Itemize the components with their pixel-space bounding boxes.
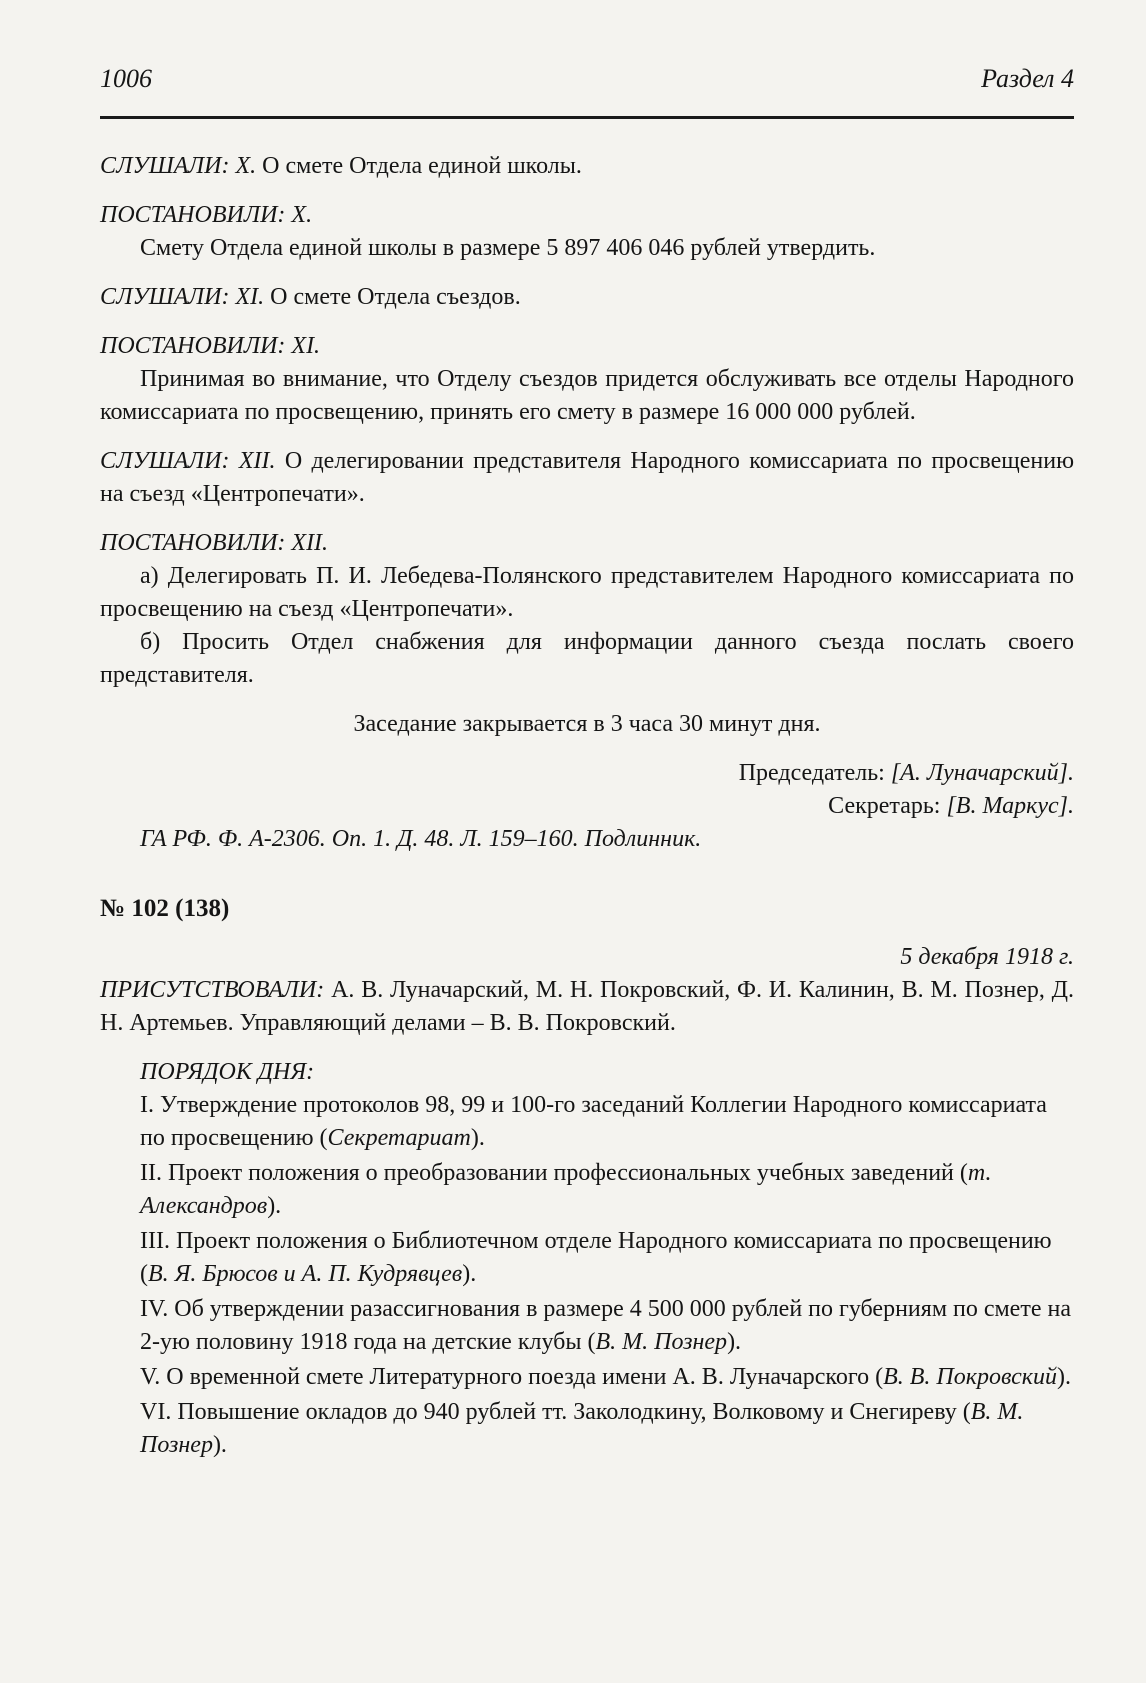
item-xii-point-a: а) Делегировать П. И. Лебедева-Полянского представителем Народного комиссариата по просвещению на съезд «Центропечати».: [100, 563, 1074, 622]
present-text: А. В. Луначарский, М. Н. Покровский, Ф. И. Калинин, В. М. Познер, Д. Н. Артемьев. Управляющий делами – В. В. Покровский.: [100, 977, 1075, 1036]
item-xii-point-b: б) Просить Отдел снабжения для информации данного съезда послать своего представителя.: [100, 629, 1074, 688]
heard-label: СЛУШАЛИ: XI.: [100, 284, 265, 310]
agenda-item: I. Утверждение протоколов 98, 99 и 100-го заседаний Коллегии Народного комиссариата по просвещению (Секретариат).: [140, 1092, 1047, 1151]
item-x-resolved-text: Смету Отдела единой школы в размере 5 897 406 046 рублей утвердить.: [140, 235, 876, 261]
item-xii-heard: [100, 445, 1074, 511]
closing-text: Заседание закрывается в 3 часа 30 минут дня.: [353, 711, 821, 737]
heard-text: О делегировании представителя Народного комиссариата по просвещению на съезд «Центропечати».: [100, 448, 1075, 507]
item-x-resolved-label: ПОСТАНОВИЛИ: X.: [100, 202, 313, 228]
page-number: 1006: [100, 64, 152, 93]
item-x-heard: [100, 150, 1074, 183]
section-title: Раздел 4: [981, 64, 1074, 93]
heard-label: СЛУШАЛИ: XII.: [100, 448, 276, 474]
agenda-item: II. Проект положения о преобразовании профессиональных учебных заведений (т. Александров).: [140, 1160, 992, 1219]
item-xi-resolved-text: Принимая во внимание, что Отделу съездов придется обслуживать все отделы Народного комиссариата по просвещению, принять его смету в размере 16 000 000 рублей.: [100, 366, 1074, 425]
item-xi-heard: [100, 281, 1074, 314]
secretary-name: [В. Маркус].: [946, 793, 1074, 819]
item-xii-resolved-label: ПОСТАНОВИЛИ: XII.: [100, 530, 329, 556]
item-xi-resolved-label: ПОСТАНОВИЛИ: XI.: [100, 333, 321, 359]
page-header: [100, 64, 1074, 94]
heard-text: О смете Отдела съездов.: [270, 284, 521, 310]
agenda-item: VI. Повышение окладов до 940 рублей тт. Заколодкину, Волковому и Снегиреву (В. М. Познер).: [140, 1399, 1024, 1458]
chair-name: [А. Луначарский].: [890, 760, 1074, 786]
present-label: ПРИСУТСТВОВАЛИ:: [100, 977, 325, 1003]
present-list: [100, 974, 1074, 1040]
chair-signature: [100, 757, 1074, 790]
secretary-label: Секретарь:: [828, 793, 941, 819]
agenda-item: IV. Об утверждении разассигнования в размере 4 500 000 рублей по губерниям по смете на 2-ую половину 1918 года на детские клубы (В. М. Познер).: [140, 1296, 1071, 1355]
page-content: [100, 150, 1074, 1464]
document-number: № 102 (138): [100, 895, 230, 922]
agenda-list: [100, 1089, 1074, 1462]
agenda-item: III. Проект положения о Библиотечном отделе Народного комиссариата по просвещению (В. Я. Брюсов и А. П. Кудрявцев).: [140, 1228, 1052, 1287]
chair-label: Председатель:: [738, 760, 885, 786]
header-rule: [100, 116, 1074, 119]
heard-label: СЛУШАЛИ: X.: [100, 153, 257, 179]
agenda-item: V. О временной смете Литературного поезда имени А. В. Луначарского (В. В. Покровский).: [140, 1364, 1071, 1390]
heard-text: О смете Отдела единой школы.: [262, 153, 582, 179]
archive-source: ГА РФ. Ф. А-2306. Оп. 1. Д. 48. Л. 159–160. Подлинник.: [140, 826, 702, 852]
secretary-signature: [100, 790, 1074, 823]
agenda-label: ПОРЯДОК ДНЯ:: [140, 1059, 315, 1085]
document-date: 5 декабря 1918 г.: [900, 944, 1074, 970]
